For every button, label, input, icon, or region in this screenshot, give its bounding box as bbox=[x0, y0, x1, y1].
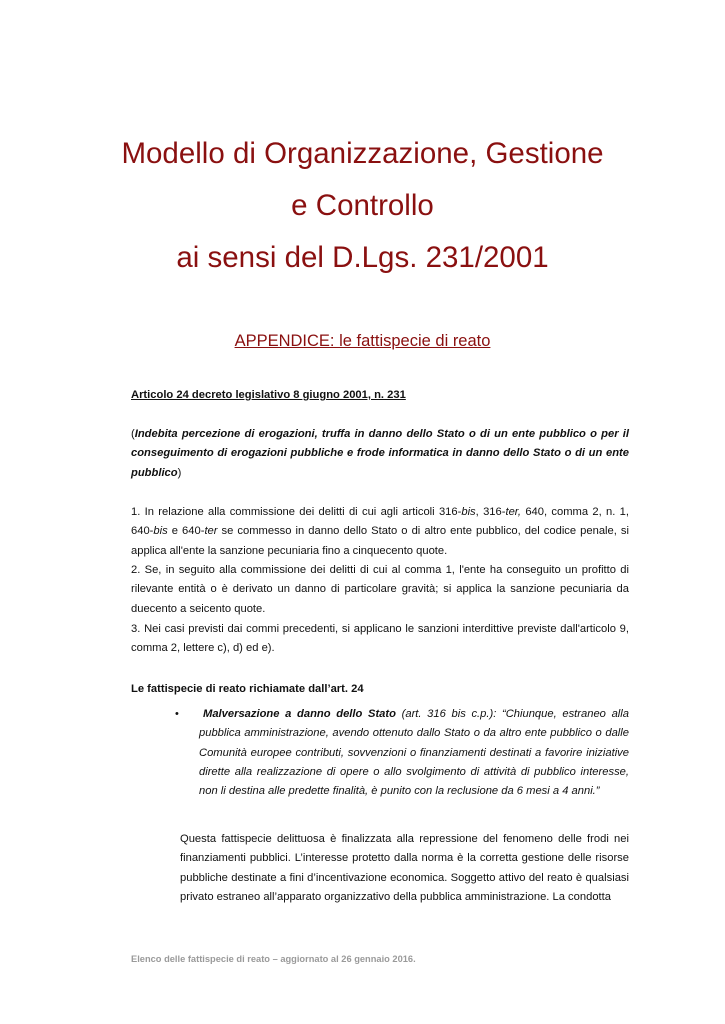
article-paragraph-1 bbox=[131, 503, 629, 561]
bullet-dot: • bbox=[175, 708, 179, 720]
article-rubric bbox=[131, 425, 629, 483]
document-title-line-3: ai sensi del D.Lgs. 231/2001 bbox=[176, 241, 549, 274]
page-footer: Elenco delle fattispecie di reato – aggiornato al 26 gennaio 2016. bbox=[131, 954, 416, 964]
bullet-item bbox=[131, 705, 629, 801]
p1-part: se commesso in danno dello Stato o di altro ente pubblico, del codice penale, si applica all'ente la sanzione pecuniaria fino a cinquecento quote. bbox=[131, 525, 629, 557]
p1-part: bis bbox=[153, 525, 168, 538]
article-paragraph-2: 2. Se, in seguito alla commissione dei delitti di cui al comma 1, l'ente ha conseguito un profitto di rilevante entità o è derivato un danno di particolare gravità; si applica la sanzione pecuniaria da duecento a seicento quote. bbox=[131, 564, 629, 615]
p1-part: e 640- bbox=[167, 525, 205, 538]
article-heading: Articolo 24 decreto legislativo 8 giugno 2001, n. 231 bbox=[131, 389, 406, 401]
p1-part: ter bbox=[204, 525, 218, 538]
article-paragraph-3: 3. Nei casi previsti dai commi precedenti, si applicano le sanzioni interdittive previste dall'articolo 9, comma 2, lettere c), d) ed e). bbox=[131, 623, 629, 655]
crime-description: (art. 316 bis c.p.): “Chiunque, estraneo alla pubblica amministrazione, avendo ottenuto dallo Stato o da altro ente pubblico o dalle Comunità europee contributi, sovvenzioni o finanziamenti destinati a favorire iniziative dirette alla realizzazione di opere o allo svolgimento di attività di pubblico interesse, non li destina alle predette finalità, è punito con la reclusione da 6 mesi a 4 anni.” bbox=[199, 708, 629, 798]
document-title-line-2: e Controllo bbox=[291, 189, 434, 222]
section-heading: Le fattispecie di reato richiamate dall’art. 24 bbox=[131, 683, 364, 695]
rubric-text: Indebita percezione di erogazioni, truffa in danno dello Stato o di un ente pubblico o per il conseguimento di erogazioni pubbliche e frode informatica in danno dello Stato o di un ente pubblico bbox=[131, 428, 629, 479]
p1-part: , 316- bbox=[475, 506, 506, 518]
p1-part: ter, bbox=[505, 506, 522, 518]
rubric-open-paren: ( bbox=[131, 428, 135, 440]
p1-part: bis bbox=[461, 506, 476, 518]
p1-part: 1. In relazione alla commissione dei delitti di cui agli articoli 316- bbox=[131, 506, 462, 518]
commentary-paragraph: Questa fattispecie delittuosa è finalizzata alla repressione del fenomeno delle frodi nei finanziamenti pubblici. L’interesse protetto dalla norma è la corretta gestione delle risorse pubbliche destinate a fini d’incentivazione economica. Soggetto attivo del reato è qualsiasi privato estraneo all’apparato organizzativo della pubblica amministrazione. La condotta bbox=[180, 833, 629, 903]
bullet-text bbox=[199, 705, 629, 801]
document-title-line-1: Modello di Organizzazione, Gestione bbox=[121, 137, 604, 170]
crime-term: Malversazione a danno dello Stato bbox=[203, 708, 396, 720]
rubric-close-paren: ) bbox=[177, 466, 182, 479]
p1-part: 640, comma 2, n. 1, 640- bbox=[131, 506, 629, 538]
appendix-subtitle: APPENDICE: le fattispecie di reato bbox=[234, 332, 491, 350]
